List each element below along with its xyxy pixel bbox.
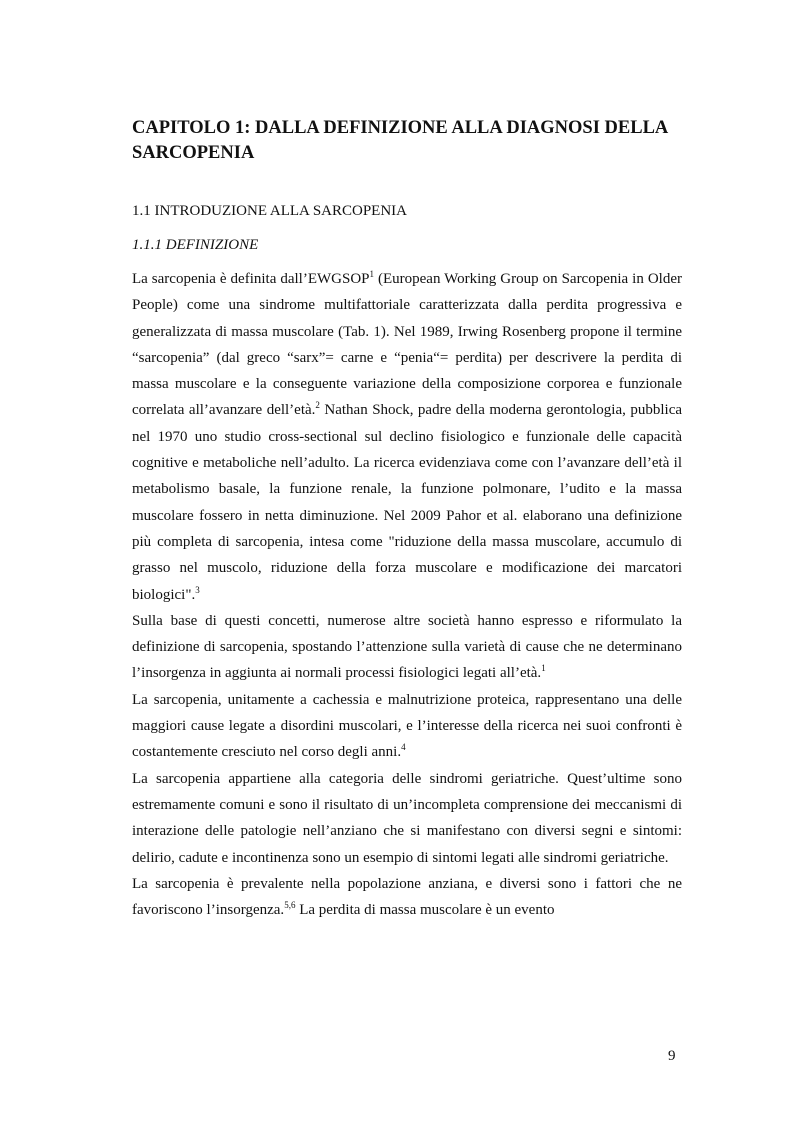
section-title: 1.1 INTRODUZIONE ALLA SARCOPENIA xyxy=(132,203,407,219)
text-segment: Sulla base di questi concetti, numerose altre società hanno espresso e riformulato la definizione di sarcopenia, spostando l’attenzione sulla varietà di cause che ne determinano l’insorgenza in aggiunta ai normali processi fisiologici legati all’età. xyxy=(132,612,682,682)
footnote-ref: 1 xyxy=(369,269,375,279)
paragraph-1 xyxy=(132,266,682,608)
text-segment: La sarcopenia è prevalente nella popolazione anziana, e diversi sono i fattori che ne favoriscono l’insorgenza. xyxy=(132,875,682,919)
text-segment: La perdita di massa muscolare è un evento xyxy=(295,902,555,919)
footnote-ref: 1 xyxy=(541,663,546,674)
paragraph-3 xyxy=(132,687,682,766)
chapter-title: CAPITOLO 1: DALLA DEFINIZIONE ALLA DIAGNOSI DELLA SARCOPENIA xyxy=(132,118,668,163)
paragraph-2 xyxy=(132,608,682,687)
body-text xyxy=(132,266,682,923)
paragraph-5 xyxy=(132,871,682,924)
text-segment: La sarcopenia, unitamente a cachessia e malnutrizione proteica, rappresentano una delle maggiori cause legate a disordini muscolari, e l’interesse della ricerca nei suoi confronti è costantemente cresciuto nel corso degli anni. xyxy=(132,691,682,761)
footnote-ref: 4 xyxy=(401,742,406,753)
footnote-ref: 2 xyxy=(315,400,320,411)
text-segment: Nathan Shock, padre della moderna gerontologia, pubblica nel 1970 uno studio cross-sectional sul declino fisiologico e funzionale delle capacità cognitive e metaboliche nell’adulto. La ricerca evidenziava come con l’avanzare dell’età il metabolismo basale, la funzione renale, la funzione polmonare, l’udito e la massa muscolare fossero in netta diminuzione. Nel 2009 Pahor et al. elaborano una definizione più completa di sarcopenia, intesa come "riduzione della massa muscolare, accumulo di grasso nel muscolo, riduzione della forza muscolare e modificazione dei marcatori biologici". xyxy=(132,402,683,603)
footnote-ref: 5,6 xyxy=(284,900,296,911)
footnote-ref: 3 xyxy=(195,584,200,595)
text-segment: La sarcopenia appartiene alla categoria delle sindromi geriatriche. Quest’ultime sono estremamente comuni e sono il risultato di un’incompleta comprensione dei meccanismi di interazione delle patologie nell’anziano che si manifestano con diversi segni e sintomi: delirio, cadute e incontinenza sono un esempio di sintomi legati alle sindromi geriatriche. xyxy=(132,770,682,866)
paragraph-4 xyxy=(132,766,682,871)
text-segment: (European Working Group on Sarcopenia in Older People) come una sindrome multifattoriale caratterizzata dalla perdita progressiva e generalizzata di massa muscolare (Tab. 1). Nel 1989, Irwing Rosenberg propone il termine “sarcopenia” (dal greco “sarx”= carne e “penia“= perdita) per descrivere la perdita di massa muscolare e la conseguente variazione della composizione corporea e funzionale correlata all’avanzare dell’età. xyxy=(132,271,682,419)
subsection-title: 1.1.1 DEFINIZIONE xyxy=(132,237,259,253)
page-number: 9 xyxy=(668,1048,676,1064)
text-segment: La sarcopenia è definita dall’EWGSOP xyxy=(132,271,370,287)
